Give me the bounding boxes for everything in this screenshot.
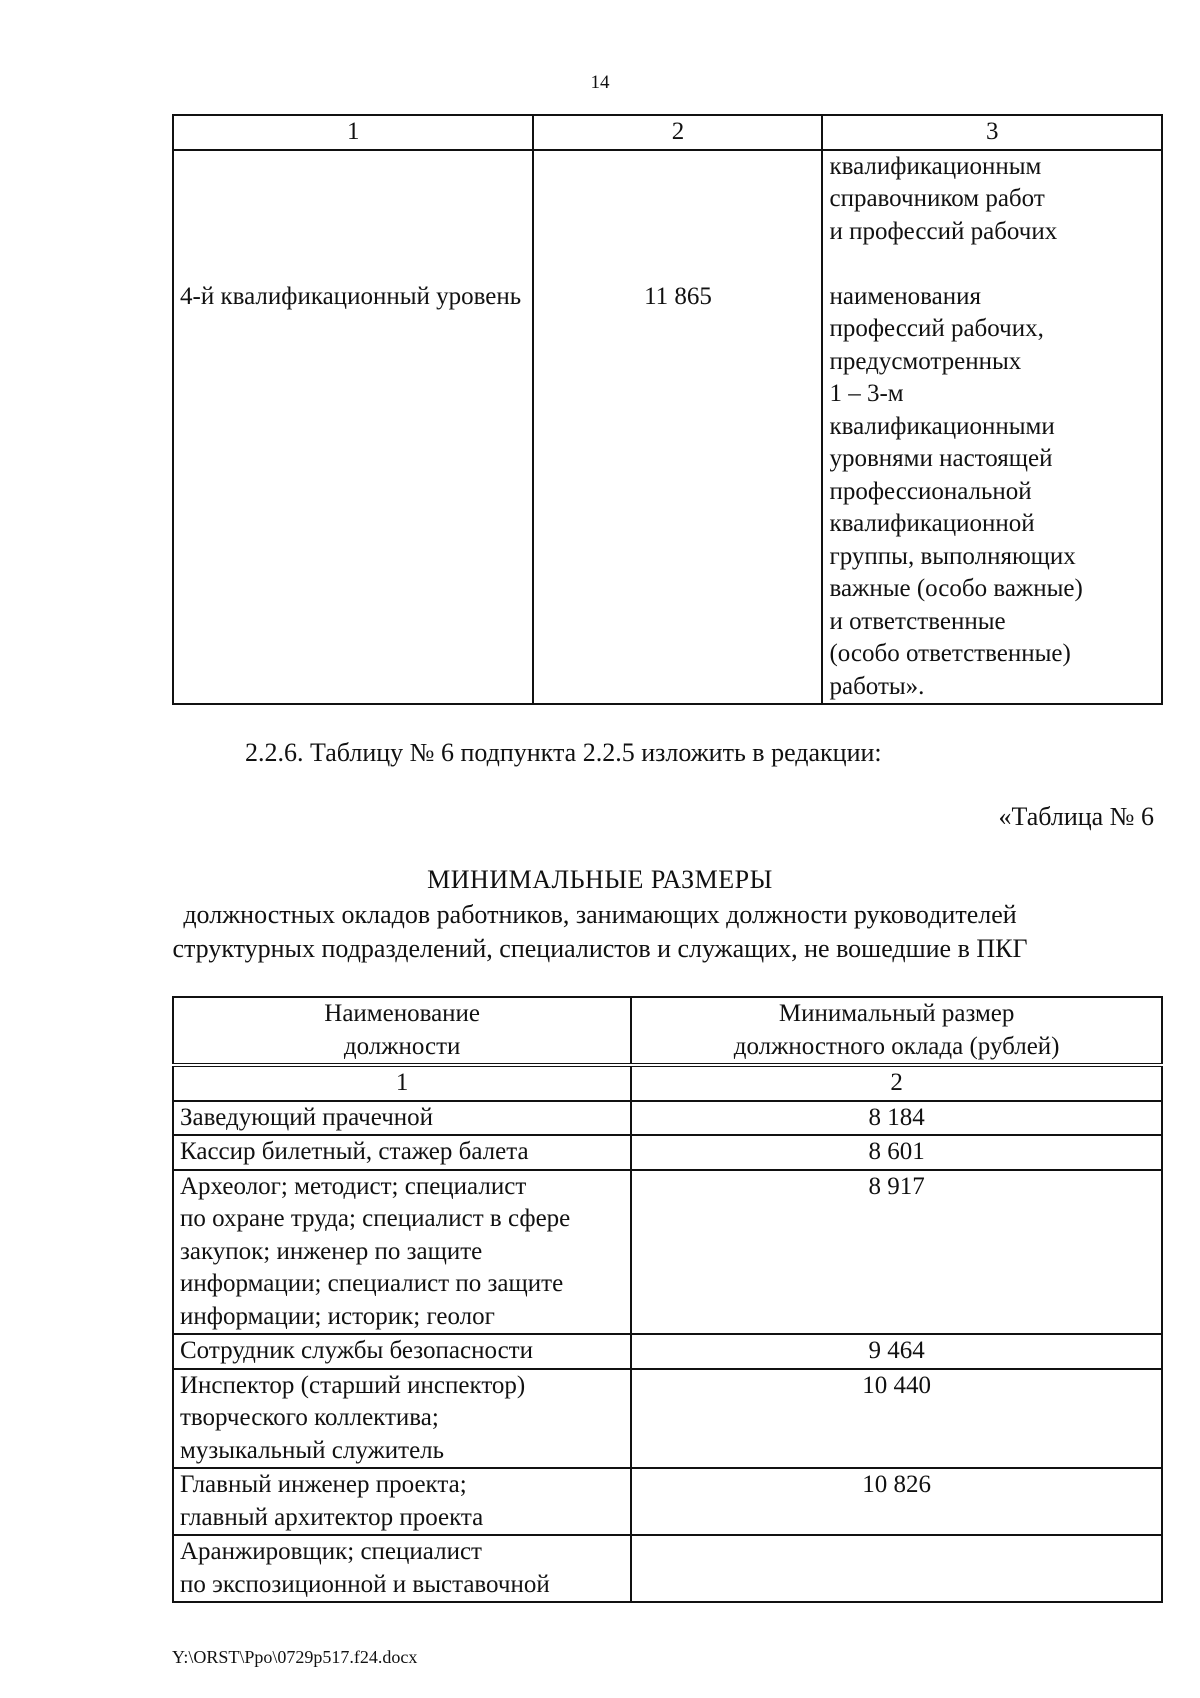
salary-value: 11 865 — [533, 150, 822, 705]
header-salary: Минимальный размер должностного оклада (рублей) — [631, 997, 1162, 1065]
table-row — [173, 1468, 1162, 1535]
file-path-footer: Y:\ORST\Ppo\0729p517.f24.docx — [172, 1647, 418, 1667]
table-header-row — [173, 997, 1162, 1065]
salary-cell: 8 184 — [631, 1101, 1162, 1136]
position-cell: Кассир билетный, стажер балета — [173, 1135, 631, 1170]
title-subline-1: должностных окладов работников, занимающих должности руководителей — [183, 900, 1017, 929]
column-header-1: 1 — [173, 115, 533, 150]
table-row — [173, 1535, 1162, 1602]
position-cell: Аранжировщик; специалист по экспозиционной и выставочной — [173, 1535, 631, 1602]
salary-cell: 9 464 — [631, 1334, 1162, 1369]
table-row — [173, 1369, 1162, 1469]
column-index-1: 1 — [173, 1065, 631, 1101]
salary-cell: 10 826 — [631, 1468, 1162, 1535]
column-header-2: 2 — [533, 115, 822, 150]
qualification-level: 4-й квалификационный уровень — [173, 150, 533, 705]
page-number: 14 — [590, 72, 610, 93]
table-row — [173, 1334, 1162, 1369]
continuation-text: квалификационным справочником работ и профессий рабочих — [829, 152, 1058, 245]
qualification-table — [172, 114, 1163, 705]
instruction-paragraph: 2.2.6. Таблицу № 6 подпункта 2.2.5 изложить в редакции: — [245, 738, 882, 767]
column-header-3: 3 — [822, 115, 1162, 150]
salary-cell: 8 601 — [631, 1135, 1162, 1170]
header-position: Наименование должности — [173, 997, 631, 1065]
position-cell: Инспектор (старший инспектор) творческого коллектива; музыкальный служитель — [173, 1369, 631, 1469]
salary-cell: 10 440 — [631, 1369, 1162, 1469]
description-text: наименования профессий рабочих, предусмотренных 1 – 3-м квалификационными уровнями настоящей профессиональной квалификационной группы, выполняющих важные (особо важные) и ответственные (особо ответственные) работы». — [829, 282, 1083, 700]
salary-cell: 8 917 — [631, 1170, 1162, 1335]
table-row — [173, 150, 1162, 705]
table-header-row — [173, 115, 1162, 150]
description-cell — [822, 150, 1162, 705]
position-cell: Главный инженер проекта; главный архитектор проекта — [173, 1468, 631, 1535]
table-caption: «Таблица № 6 — [998, 802, 1154, 831]
title-subline-2: структурных подразделений, специалистов и служащих, не вошедшие в ПКГ — [172, 934, 1028, 963]
position-cell: Заведующий прачечной — [173, 1101, 631, 1136]
position-cell: Сотрудник службы безопасности — [173, 1334, 631, 1369]
salary-cell — [631, 1535, 1162, 1602]
column-index-2: 2 — [631, 1065, 1162, 1101]
table-row — [173, 1170, 1162, 1335]
column-index-row — [173, 1065, 1162, 1101]
position-cell: Археолог; методист; специалист по охране труда; специалист в сфере закупок; инженер по защите информации; специалист по защите информации; историк; геолог — [173, 1170, 631, 1335]
minimum-salary-table — [172, 996, 1163, 1603]
document-title: МИНИМАЛЬНЫЕ РАЗМЕРЫ — [427, 865, 773, 894]
table-row — [173, 1135, 1162, 1170]
table-row — [173, 1101, 1162, 1136]
